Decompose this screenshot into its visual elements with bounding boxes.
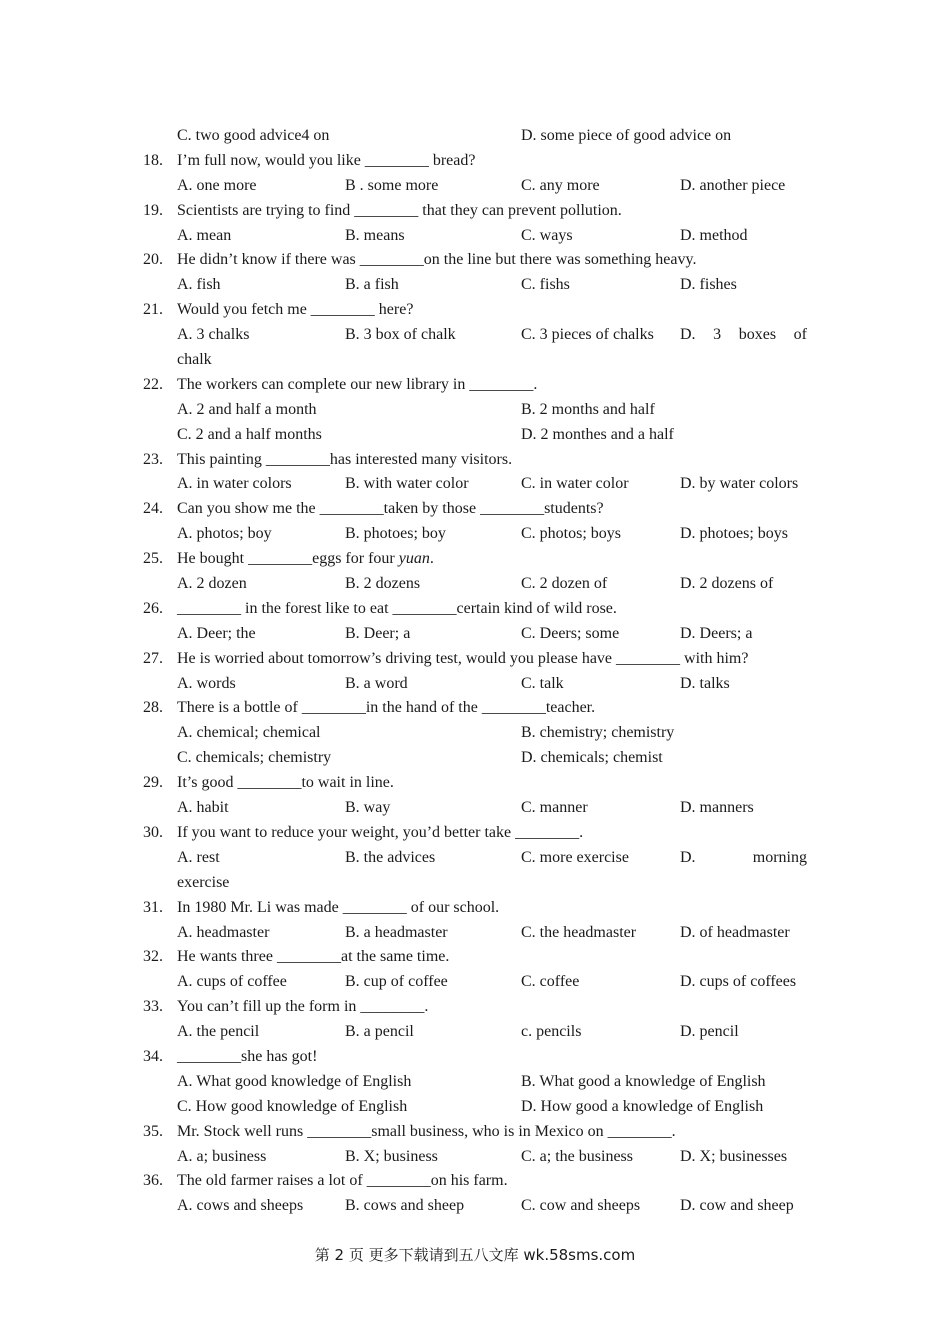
- option-d: [680, 323, 807, 348]
- option-d-continuation: [0, 871, 950, 896]
- option-b: B. the advices: [345, 848, 436, 866]
- question-stem-line: [0, 1120, 950, 1145]
- option-d: D. cow and sheep: [680, 1197, 794, 1215]
- option-b: B. a headmaster: [345, 923, 448, 941]
- question-number: 23.: [143, 450, 163, 468]
- options-line: [0, 572, 950, 597]
- option-c: C. a; the business: [521, 1147, 633, 1165]
- question-stem-line: [0, 696, 950, 721]
- question-stem: There is a bottle of ________in the hand of the ________teacher.: [177, 699, 596, 717]
- question-stem: The workers can complete our new library in ________.: [177, 375, 538, 393]
- option-c: C. the headmaster: [521, 923, 637, 941]
- option-d-word: boxes: [738, 326, 777, 344]
- option-d-word: 3: [713, 326, 722, 344]
- stem-text: He bought ________eggs for four: [177, 550, 399, 568]
- question-stem: Can you show me the ________taken by those ________students?: [177, 500, 604, 518]
- question-number: 25.: [143, 550, 163, 568]
- options-line: [0, 472, 950, 497]
- option-c: C. manner: [521, 799, 588, 817]
- question-stem: Scientists are trying to find ________ that they can prevent pollution.: [177, 201, 622, 219]
- question-number: 22.: [143, 375, 163, 393]
- question-number: 19.: [143, 201, 163, 219]
- options-line: [0, 921, 950, 946]
- question-number: 20.: [143, 251, 163, 269]
- question-stem: ________she has got!: [177, 1047, 318, 1065]
- question-stem: It’s good ________to wait in line.: [177, 774, 394, 792]
- question-stem: I’m full now, would you like ________ bread?: [177, 151, 476, 169]
- option-b: B. Deer; a: [345, 624, 411, 642]
- question-number: 34.: [143, 1047, 163, 1065]
- question-number: 26.: [143, 599, 163, 617]
- option-b: B. 2 months and half: [521, 400, 655, 418]
- option-b: B. photoes; boy: [345, 525, 446, 543]
- option-a: A. What good knowledge of English: [177, 1072, 412, 1090]
- option-d: D. some piece of good advice on: [521, 127, 732, 144]
- option-c: C. 2 dozen of: [521, 575, 608, 593]
- option-a: A. rest: [177, 848, 220, 866]
- option-d: D. 2 monthes and a half: [521, 425, 674, 443]
- option-c: C. Deers; some: [521, 624, 620, 642]
- option-d-word: morning: [752, 848, 807, 866]
- question-stem-line: [0, 821, 950, 846]
- question-stem: Mr. Stock well runs ________small business, who is in Mexico on ________.: [177, 1122, 676, 1140]
- question-stem: [177, 547, 434, 572]
- question-stem-line: [0, 945, 950, 970]
- option-c: C. How good knowledge of English: [177, 1097, 408, 1115]
- option-a: A. the pencil: [177, 1023, 260, 1041]
- option-a: A. Deer; the: [177, 624, 256, 642]
- option-d: D. of headmaster: [680, 923, 790, 941]
- question-stem: Would you fetch me ________ here?: [177, 301, 414, 319]
- footer-text: 第 2 页 更多下载请到五八文库 wk.58sms.com: [314, 1246, 636, 1264]
- option-a: A. habit: [177, 799, 229, 817]
- option-d: D. by water colors: [680, 475, 799, 493]
- question-number: 27.: [143, 649, 163, 667]
- option-b: B. 2 dozens: [345, 575, 421, 593]
- option-a: A. fish: [177, 276, 221, 294]
- question-stem: In 1980 Mr. Li was made ________ of our school.: [177, 898, 500, 916]
- option-b: B. X; business: [345, 1147, 438, 1165]
- question-number: 24.: [143, 500, 163, 518]
- option-a: A. cows and sheeps: [177, 1197, 304, 1215]
- question-stem: ________ in the forest like to eat ________certain kind of wild rose.: [177, 599, 617, 617]
- question-stem: You can’t fill up the form in ________.: [177, 998, 429, 1016]
- stem-italic-word: yuan: [398, 550, 430, 568]
- option-b: B. cows and sheep: [345, 1197, 465, 1215]
- option-d-word: D.: [680, 848, 696, 866]
- option-c: C. more exercise: [521, 848, 629, 866]
- question-stem-line: [0, 298, 950, 323]
- question-stem: The old farmer raises a lot of ________on his farm.: [177, 1172, 508, 1190]
- question-stem-line: [0, 995, 950, 1020]
- option-a: A. 2 dozen: [177, 575, 247, 593]
- option-d: D. method: [680, 226, 748, 244]
- question-number: 18.: [143, 151, 163, 169]
- options-line: [0, 1145, 950, 1170]
- question-stem: He wants three ________at the same time.: [177, 948, 450, 966]
- option-c: c. pencils: [521, 1023, 582, 1041]
- option-a: A. 2 and half a month: [177, 400, 317, 418]
- option-c: C. in water color: [521, 475, 629, 493]
- question-stem-line: [0, 497, 950, 522]
- options-line: [0, 970, 950, 995]
- option-b: B. a fish: [345, 276, 399, 294]
- question-stem: If you want to reduce your weight, you’d better take ________.: [177, 823, 584, 841]
- option-b: B. a pencil: [345, 1023, 414, 1041]
- question-number: 33.: [143, 998, 163, 1016]
- question-stem-line: [0, 597, 950, 622]
- options-line: [0, 1194, 950, 1219]
- question-stem-line: [0, 149, 950, 174]
- options-line: [0, 746, 950, 771]
- question-number: 28.: [143, 699, 163, 717]
- stem-text-end: .: [429, 550, 434, 568]
- option-d-continuation: [0, 348, 950, 373]
- option-b: B. a word: [345, 674, 408, 692]
- question-number: 35.: [143, 1122, 163, 1140]
- question-stem-line: [0, 547, 950, 572]
- options-line: [0, 721, 950, 746]
- option-c: C. photos; boys: [521, 525, 622, 543]
- option-c: C. fishs: [521, 276, 570, 294]
- option-c: C. 2 and a half months: [177, 425, 322, 443]
- question-stem-line: [0, 896, 950, 921]
- option-d: D. X; businesses: [680, 1147, 788, 1165]
- option-d: D. manners: [680, 799, 754, 817]
- option-a: A. in water colors: [177, 475, 292, 493]
- options-line: [0, 323, 950, 348]
- option-d: D. fishes: [680, 276, 737, 294]
- option-c: C. ways: [521, 226, 573, 244]
- options-line: [0, 796, 950, 821]
- question-number: 30.: [143, 823, 163, 841]
- question-stem-line: [0, 771, 950, 796]
- option-c: C. any more: [521, 176, 600, 194]
- option-b: B. chemistry; chemistry: [521, 724, 675, 742]
- question-stem: He didn’t know if there was ________on the line but there was something heavy.: [177, 251, 697, 269]
- option-d: D. chemicals; chemist: [521, 749, 663, 767]
- option-c: C. talk: [521, 674, 564, 692]
- question-number: 21.: [143, 301, 163, 319]
- option-a: A. cups of coffee: [177, 973, 287, 991]
- option-b: B . some more: [345, 176, 439, 194]
- option-d: D. photoes; boys: [680, 525, 788, 543]
- option-a: A. chemical; chemical: [177, 724, 321, 742]
- options-line: [0, 174, 950, 199]
- option-c: C. cow and sheeps: [521, 1197, 641, 1215]
- question-stem-line: [0, 248, 950, 273]
- option-a: A. photos; boy: [177, 525, 272, 543]
- option-d: [680, 846, 807, 871]
- question-stem-line: [0, 1045, 950, 1070]
- question-number: 29.: [143, 774, 163, 792]
- question-number: 36.: [143, 1172, 163, 1190]
- option-d: D. pencil: [680, 1023, 739, 1041]
- option-d: D. cups of coffees: [680, 973, 797, 991]
- option-b: B. What good a knowledge of English: [521, 1072, 766, 1090]
- question-list: [0, 124, 950, 1219]
- options-line: [0, 224, 950, 249]
- option-a: A. mean: [177, 226, 232, 244]
- question-number: 32.: [143, 948, 163, 966]
- question-number: 31.: [143, 898, 163, 916]
- option-d: D. 2 dozens of: [680, 575, 774, 593]
- option-a: A. words: [177, 674, 236, 692]
- question-stem-line: [0, 373, 950, 398]
- option-d: D. another piece: [680, 176, 786, 194]
- option-d-word: of: [793, 326, 807, 344]
- options-line: [0, 672, 950, 697]
- option-b: B. cup of coffee: [345, 973, 448, 991]
- options-line: [0, 1070, 950, 1095]
- option-b: B. means: [345, 226, 405, 244]
- question-stem-line: [0, 1169, 950, 1194]
- options-line: [0, 1095, 950, 1120]
- question-stem-line: [0, 199, 950, 224]
- options-line: [0, 846, 950, 871]
- option-b: B. with water color: [345, 475, 469, 493]
- page-footer: [0, 1243, 950, 1268]
- option-b: B. 3 box of chalk: [345, 326, 456, 344]
- option-a: A. 3 chalks: [177, 326, 250, 344]
- option-b: B. way: [345, 799, 391, 817]
- question-stem: This painting ________has interested many visitors.: [177, 450, 513, 468]
- option-d: D. How good a knowledge of English: [521, 1097, 764, 1115]
- options-line: [0, 522, 950, 547]
- option-c: C. 3 pieces of chalks: [521, 326, 654, 344]
- option-c: C. chemicals; chemistry: [177, 749, 332, 767]
- option-d-word: chalk: [177, 351, 212, 369]
- question-stem: He is worried about tomorrow’s driving test, would you please have ________ with him?: [177, 649, 749, 667]
- options-line: [0, 273, 950, 298]
- option-d-word: D.: [680, 326, 696, 344]
- option-d: D. talks: [680, 674, 730, 692]
- option-d-word: exercise: [177, 873, 230, 891]
- options-line: [0, 423, 950, 448]
- options-line: [0, 124, 950, 149]
- option-d: D. Deers; a: [680, 624, 753, 642]
- options-line: [0, 398, 950, 423]
- option-a: A. one more: [177, 176, 257, 194]
- option-a: A. a; business: [177, 1147, 267, 1165]
- options-line: [0, 622, 950, 647]
- question-stem-line: [0, 448, 950, 473]
- option-c: C. coffee: [521, 973, 580, 991]
- option-a: A. headmaster: [177, 923, 270, 941]
- options-line: [0, 1020, 950, 1045]
- option-c: C. two good advice4 on: [177, 127, 330, 144]
- question-stem-line: [0, 647, 950, 672]
